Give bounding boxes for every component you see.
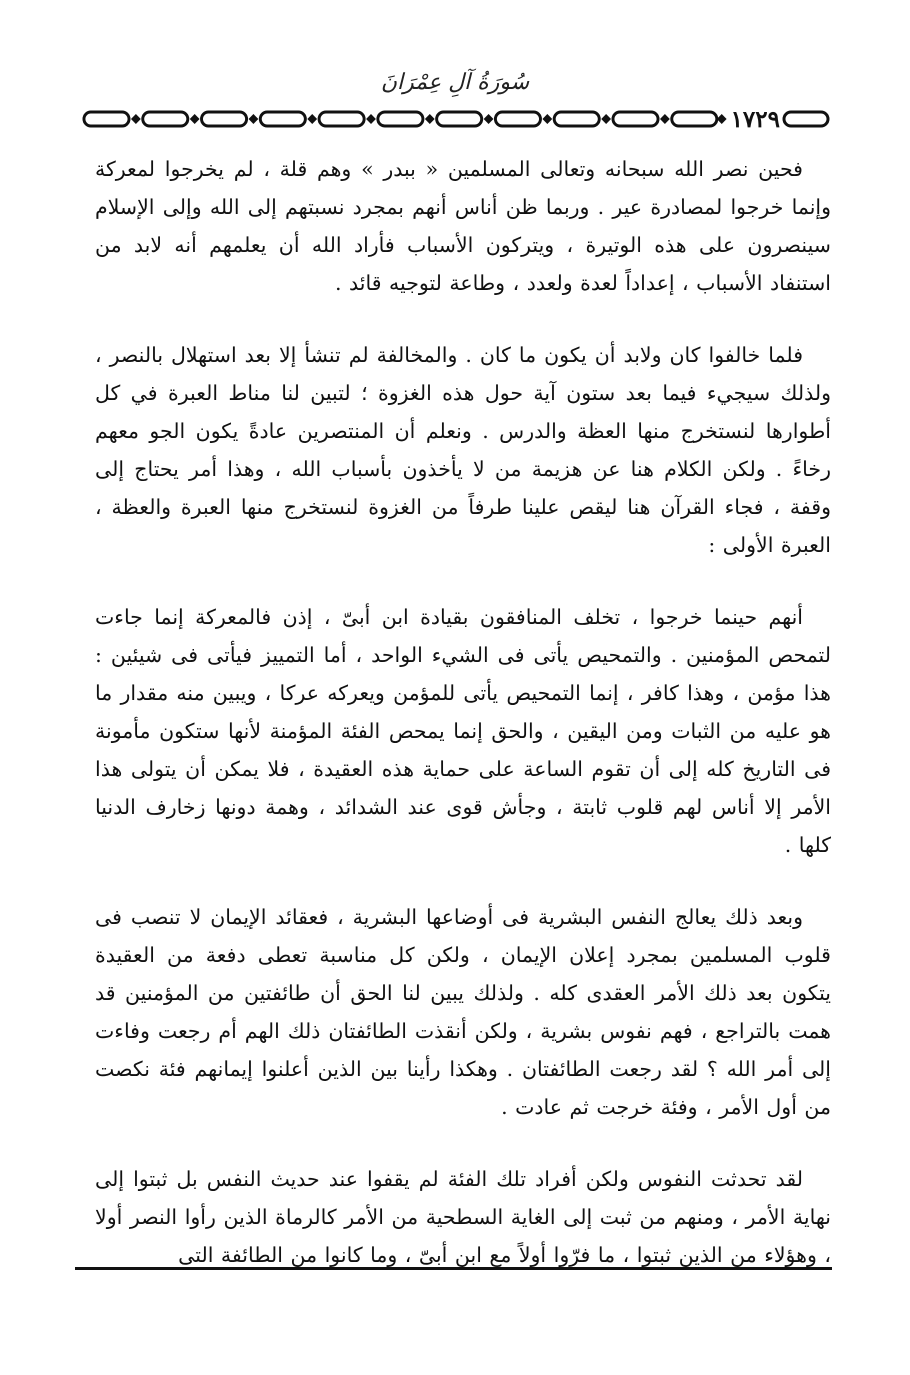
paragraph: فحين نصر الله سبحانه وتعالى المسلمين « ببدر » وهم قلة ، لم يخرجوا لمعركة وإنما خرجوا لمصادرة عير . وربما ظن أناس أنهم بمجرد نسبتهم إلى الله وإلى الإسلام سينصرون على هذه الوتيرة ، ويتركون الأسباب فأراد الله أن يعلمهم أنه لابد من استنفاد الأسباب ، إعداداً لعدة ولعدد ، وطاعة لتوجيه قائد . — [95, 157, 831, 295]
paragraph: وبعد ذلك يعالج النفس البشرية فى أوضاعها البشرية ، فعقائد الإيمان لا تنصب فى قلوب المسلمين بمجرد إعلان الإيمان ، ولكن كل مناسبة تعطى دفعة من العقيدة يتكون بعد ذلك الأمر العقدى كله . ولذلك يبين لنا الحق أن طائفتين من المؤمنين قد همت بالتراجع ، فهم نفوس بشرية ، ولكن أنقذت الطائفتان ذلك الهم أم رجعت وفاءت إلى أمر الله ؟ لقد رجعت الطائفتان . وهكذا رأينا بين الذين أعلنوا إيمانهم فئة نكصت من أول الأمر ، وفئة خرجت ثم عادت . — [95, 905, 831, 1119]
page-header — [0, 62, 910, 142]
chain-end-ornament — [782, 106, 830, 132]
chain-ornament — [82, 106, 729, 132]
footer-rule — [75, 1267, 832, 1270]
paragraph: لقد تحدثت النفوس ولكن أفراد تلك الفئة لم يقفوا عند حديث النفس بل ثبتوا إلى نهاية الأمر ، ومنهم من ثبت إلى الغاية السطحية من الأمر كالرماة الذين رأوا النصر أولا ، وهؤلاء من الذين ثبتوا ، ما فرّوا أولاً مع ابن أبىّ ، وما كانوا من الطائفة التى — [95, 1167, 831, 1267]
surah-name: سُورَةُ آلِ عِمْرَانَ — [380, 70, 530, 95]
body-text — [95, 150, 831, 1274]
paragraph: فلما خالفوا كان ولابد أن يكون ما كان . والمخالفة لم تنشأ إلا بعد استهلال بالنصر ، ولذلك سيجيء فيما بعد ستون آية حول هذه الغزوة ؛ لتبين لنا مناط العبرة في كل أطوارها لنستخرج منها العظة والدرس . ونعلم أن المنتصرين عادةً يكون الجو معهم رخاءً . ولكن الكلام هنا عن هزيمة من لا يأخذون بأسباب الله ، وهذا أمر يحتاج إلى وقفة ، فجاء القرآن هنا ليقص علينا طرفاً من الغزوة لنستخرج منها العبرة والعظة ، العبرة الأولى : — [95, 343, 831, 557]
paragraph: أنهم حينما خرجوا ، تخلف المنافقون بقيادة ابن أبىّ ، إذن فالمعركة إنما جاءت لتمحص المؤمنين . والتمحيص يأتى فى الشيء الواحد ، أما التمييز فيأتى فى شيئين : هذا مؤمن ، وهذا كافر ، إنما التمحيص يأتى للمؤمن ويعركه عركا ، ويبين منه مقدار ما هو عليه من الثبات ومن اليقين ، والحق إنما يمحص الفئة المؤمنة لأنها ستكون مأمونة فى التاريخ كله إلى أن تقوم الساعة على حماية هذه العقيدة ، فلا يمكن أن يتولى هذا الأمر إلا أناس لهم قلوب ثابتة ، وجأش قوى عند الشدائد ، وهمة دونها زخارف الدنيا كلها . — [95, 605, 831, 857]
page-number: ١٧٢٩ — [730, 105, 780, 133]
header-ornament-row — [78, 104, 830, 134]
